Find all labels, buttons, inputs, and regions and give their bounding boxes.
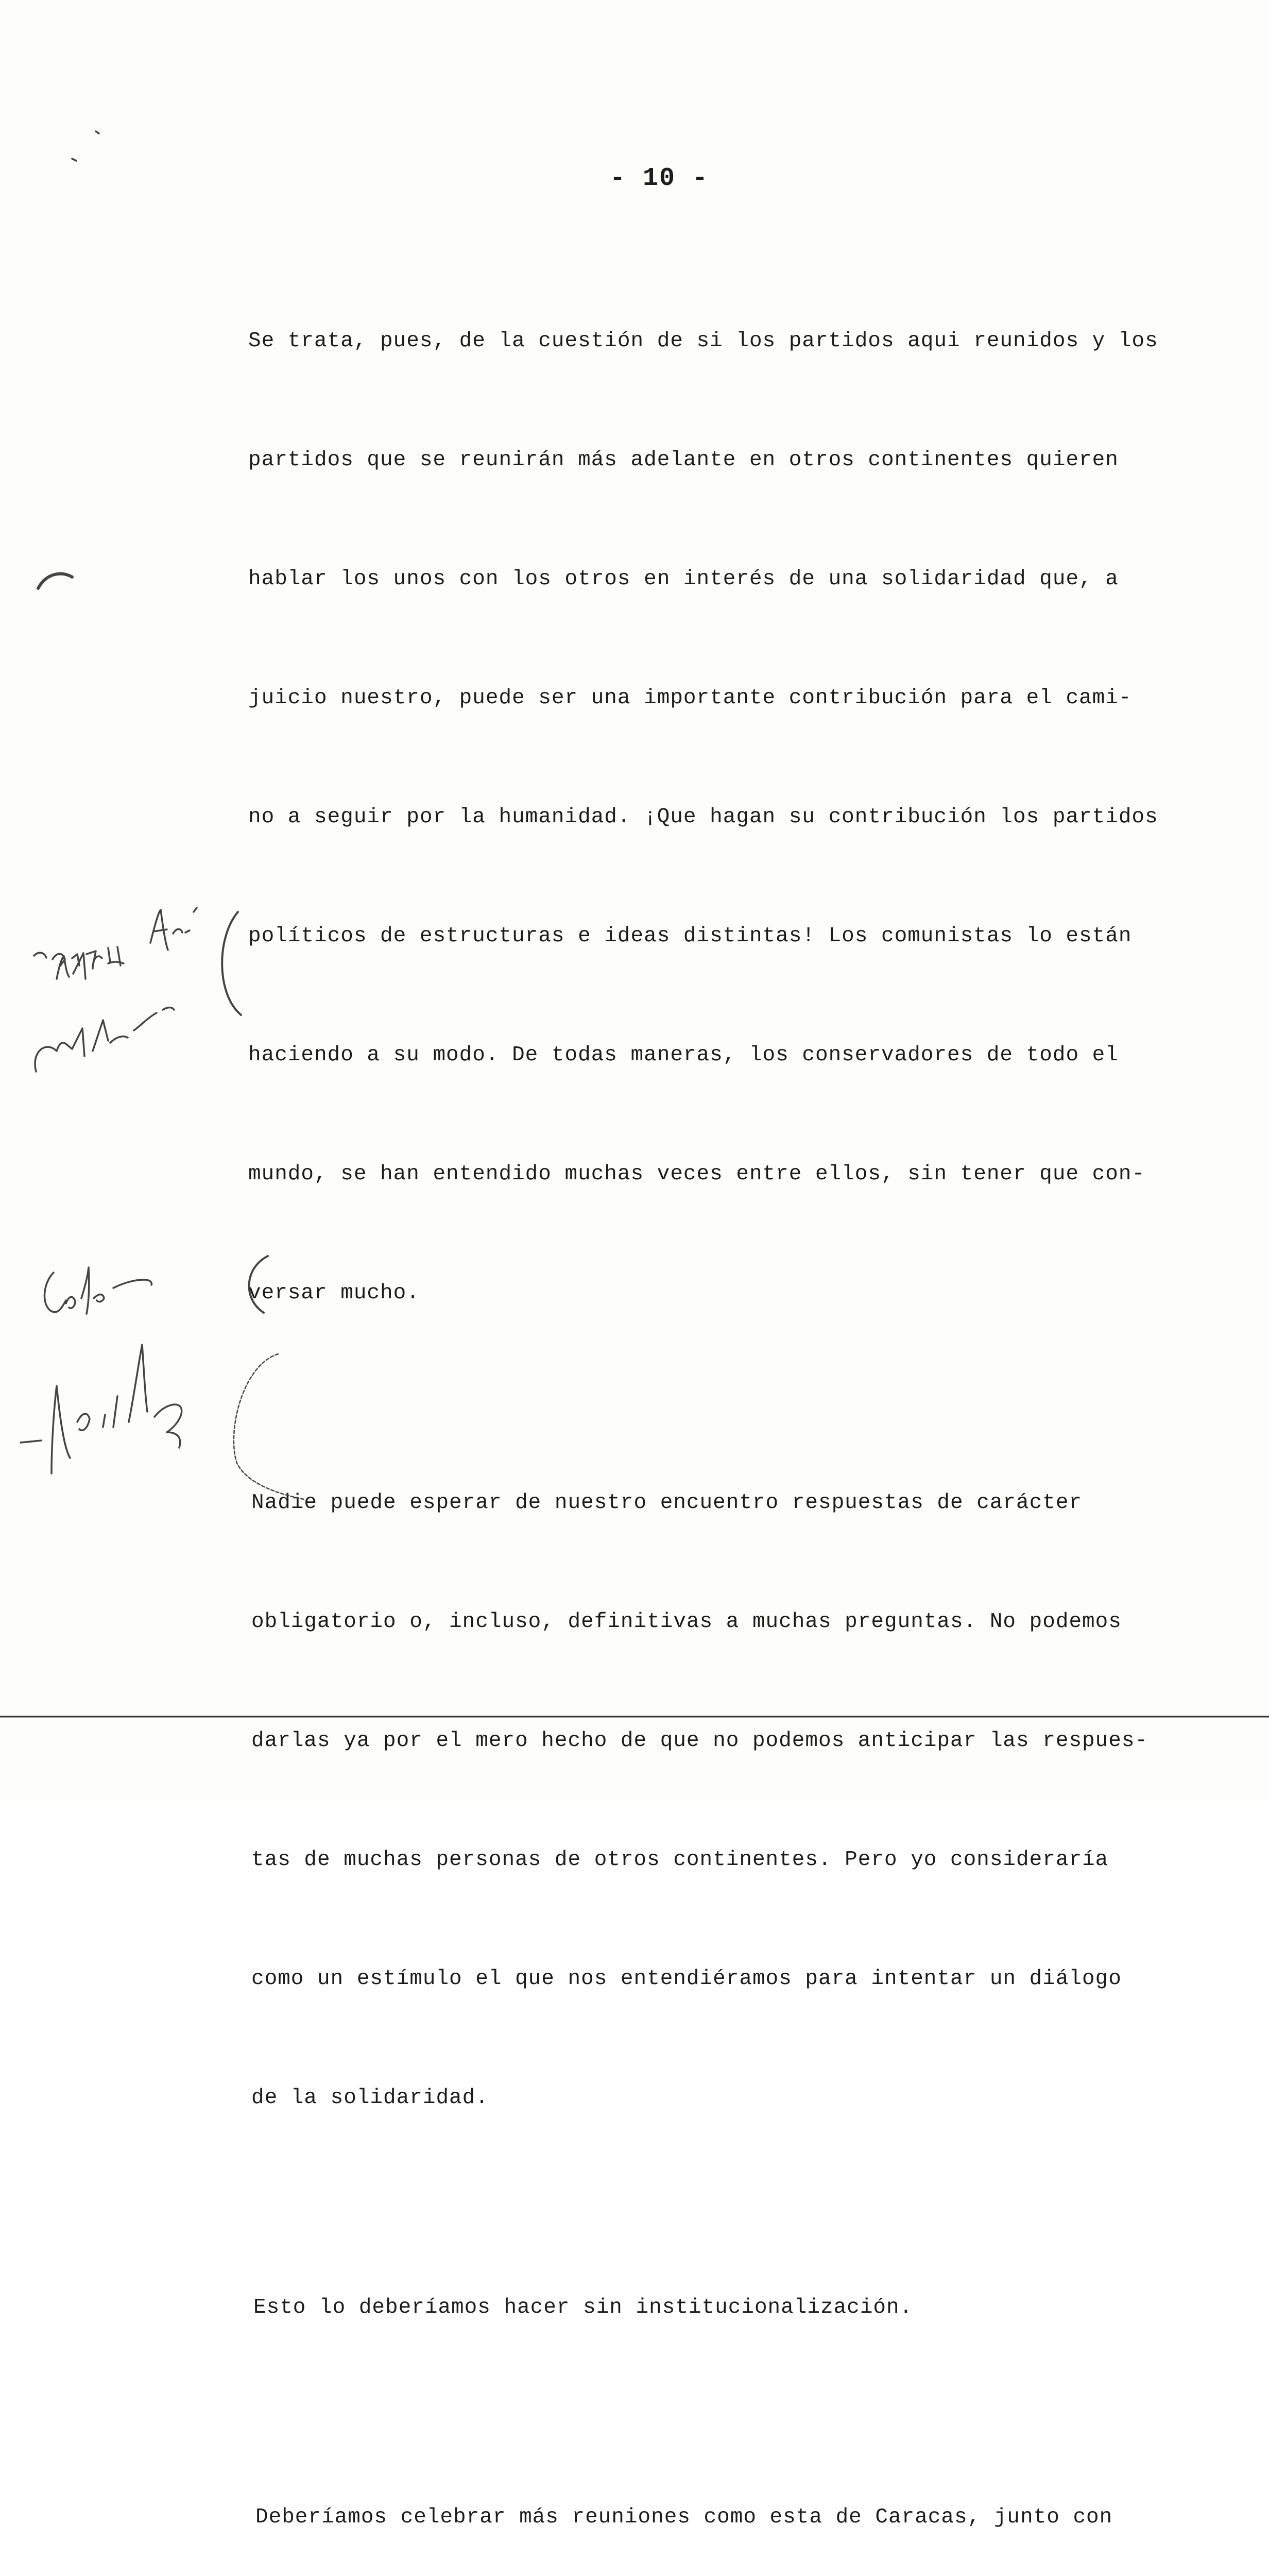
text-line: no a seguir por la humanidad. ¡Que hagan su contribución los partidos (248, 805, 1158, 829)
handwriting-scribble (45, 1267, 152, 1314)
text-line: políticos de estructuras e ideas distintas! Los comunistas lo están (248, 924, 1132, 948)
text-line: tas de muchas personas de otros continentes. Pero yo consideraría (251, 1848, 1109, 1872)
text-line: partidos que se reunirán más adelante en otros continentes quieren (248, 448, 1119, 472)
text-line: mundo, se han entendido muchas veces entre ellos, sin tener que con- (248, 1162, 1145, 1186)
paragraph-4 (255, 2418, 1175, 2576)
paragraph-3 (253, 2209, 1175, 2407)
handwriting-scribble (34, 947, 121, 967)
text-line: hablar los unos con los otros en interés de una solidaridad que, a (248, 567, 1119, 591)
text-line: como un estímulo el que nos entendiéramos para intentar un diálogo (251, 1967, 1122, 1991)
curve-mark (38, 574, 72, 588)
paragraph-2 (251, 1404, 1175, 2197)
paragraph-1 (248, 242, 1175, 1393)
handwriting-scribble (57, 953, 124, 979)
page-number: - 10 - (609, 164, 709, 193)
text-line: obligatorio o, incluso, definitivas a muchas preguntas. No podemos (251, 1610, 1122, 1634)
handwriting-scribble (35, 1008, 174, 1072)
text-line: haciendo a su modo. De todas maneras, los conservadores de todo el (248, 1043, 1119, 1067)
text-line: de la solidaridad. (251, 2086, 489, 2110)
handwriting-scribble (150, 908, 197, 950)
text-line: Se trata, pues, de la cuestión de si los partidos aqui reunidos y los (248, 329, 1158, 353)
speck-mark (72, 131, 99, 161)
text-line: Esto lo deberíamos hacer sin institucionalización. (253, 2296, 913, 2319)
text-line: darlas ya por el mero hecho de que no podemos anticipar las respues- (251, 1729, 1148, 1753)
text-line: versar mucho. (248, 1281, 420, 1305)
text-line: juicio nuestro, puede ser una importante contribución para el cami- (248, 686, 1132, 710)
handwriting-scribble (21, 1345, 182, 1473)
footer-rule (0, 1716, 1269, 1718)
text-line: Deberíamos celebrar más reuniones como esta de Caracas, junto con (255, 2505, 1113, 2529)
bracket-mark (222, 912, 241, 1015)
body-text (248, 242, 1175, 2576)
text-line: Nadie puede esperar de nuestro encuentro respuestas de carácter (251, 1491, 1083, 1515)
